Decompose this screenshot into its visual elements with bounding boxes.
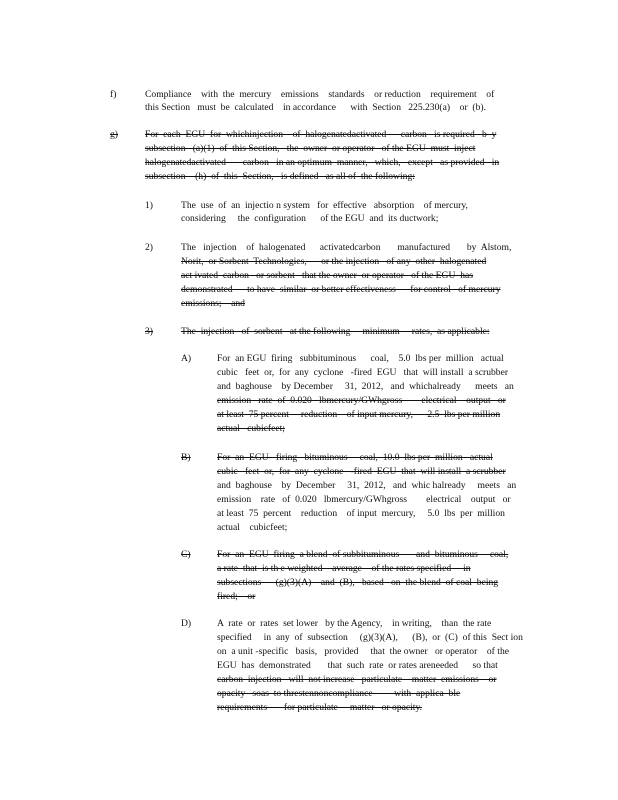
text-line: halogenatedactivated carbon in an optimum manner, which, except as provided in [145,157,500,168]
item-label: B) [181,452,191,463]
item-label: 3) [145,326,153,337]
text-line: fired; or [217,591,256,602]
text-line: emissions; and [181,298,245,309]
text-line: emission rate of 0.020 lbmercury/GWhgross electrical output or [217,494,511,505]
text-line: carbon injection will not increase particulate matter emissions or [217,674,497,685]
text-line: opacity soas to threstennoncompliance with applica ble [217,688,461,699]
text-line: subsection (h) of this Section, is defined as all of the following: [145,171,415,182]
text-line: on a unit -specific basis, provided that the owner or operator of the [217,646,509,657]
text-line: actual cubicfeet; [217,522,288,533]
text-line: The injection of halogenated activatedcarbon manufactured by Alstom, [181,242,512,253]
text-line: and baghouse by December 31, 2012, and whic halready meets an [217,480,517,491]
text-line: For each EGU for whichinjection of halogenatedactivated carbon is required b y [145,129,497,140]
text-line: subsection (a)(1) of this Section, the owner or operator of the EGU must inject [145,143,476,154]
text-line: subsections (g)(3)(A) and (B), based on the blend of coal being [217,577,499,588]
text-line: A rate or rates set lower by the Agency, in writing, than the rate [217,618,492,629]
text-line: actual cubicfeet; [217,423,285,434]
text-line: For an EGU firing bituminous coal, 10.0 lbs per million actual [217,452,493,463]
item-label: g) [110,129,118,140]
item-label: f) [110,89,117,100]
text-line: requirements for particulate matter or opacity. [217,702,423,713]
item-label: C) [181,549,191,560]
text-line: For an EGU firing a blend of subbituminous and bituminous coal, [217,549,509,560]
text-line: at least 75 percent reduction of input mercury, 5.0 lbs per million [217,508,505,519]
text-line: and baghouse by December 31, 2012, and whichalready meets an [217,381,514,392]
text-line: The use of an injectio n system for effective absorption of mercury, [181,200,468,211]
text-line: cubic feet or, for any cyclone -fired EGU that will install a scrubber [217,466,506,477]
text-line: Compliance with the mercury emissions standards or reduction requirement of [145,89,495,100]
item-label: 1) [145,200,153,211]
text-line: this Section must be calculated in accordance with Section 225.230(a) or (b). [145,102,487,113]
text-line: For an EGU firing subbituminous coal, 5.0 lbs per million actual [217,353,504,364]
text-line: emission rate of 0.020 lbmercury/GWhgross electrical output or [217,395,506,406]
text-line: at least 75 percent reduction of input mercury, 2.5 lbs per million [217,409,501,420]
text-line: cubic feet or, for any cyclone -fired EGU that will install a scrubber [217,367,509,378]
text-line: considering the configuration of the EGU and its ductwork; [181,213,439,224]
text-line: The injection of sorbent at the following minimum rates, as applicable: [181,326,490,337]
text-line: demonstrated to have similar or better effectiveness for control of mercury [181,284,501,295]
text-line: specified in any of subsection (g)(3)(A), (B), or (C) of this Sect ion [217,632,523,643]
text-line: EGU has demonstrated that such rate or rates areneeded so that [217,660,498,671]
text-line: a rate that is th e weighted average of the rates specified in [217,563,471,574]
item-label: D) [181,618,192,629]
item-label: 2) [145,242,153,253]
text-line: act ivated carbon or sorbent that the owner or operator of the EGU has [181,270,473,281]
item-label: A) [181,353,192,364]
text-line: Norit, or Sorbent Technologies, or the injection of any other halogenated [181,256,487,267]
